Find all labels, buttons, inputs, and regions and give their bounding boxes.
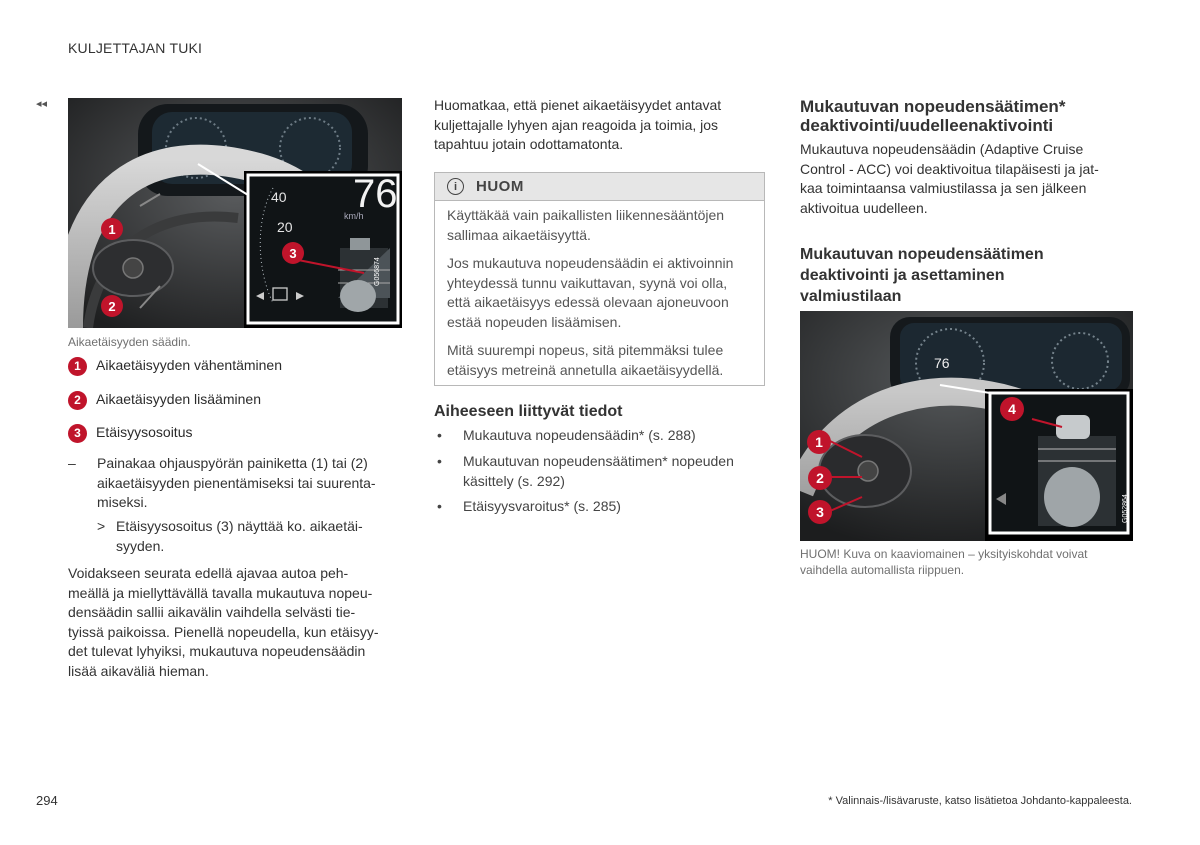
- note-line: että aikaetäisyys edessä olevaan ajoneuvoon: [447, 294, 729, 310]
- para-line: Control - ACC) voi deaktivoitua tilapäisesti ja jat-: [800, 160, 1099, 177]
- inset-tick-40: 40: [271, 189, 287, 205]
- left-paragraph: [68, 564, 408, 681]
- title-line: valmiustilaan: [800, 288, 902, 305]
- figure-callout-2: 2: [808, 466, 832, 490]
- link-text[interactable]: Etäisyysvaroitus* (s. 285): [463, 498, 621, 514]
- para-line: aktivoitua uudelleen.: [800, 199, 928, 216]
- note-paragraph: [447, 206, 759, 245]
- caption-line: HUOM! Kuva on kaaviomainen – yksityiskohdat voivat: [800, 547, 1088, 561]
- figure-callout-2: 2: [101, 295, 123, 317]
- section-header: KULJETTAJAN TUKI: [68, 40, 203, 56]
- title-line: Mukautuvan nopeudensäätimen: [800, 246, 1044, 263]
- subsection-title: [800, 244, 1140, 307]
- result-line: syyden.: [116, 537, 165, 554]
- step-dash: –: [68, 455, 76, 471]
- inset-speed: 76: [353, 172, 398, 216]
- caption-line: vaihdella automallista riippuen.: [800, 563, 965, 577]
- number-badge: 1: [68, 357, 87, 376]
- bullet-icon: •: [437, 498, 442, 514]
- number-badge: 2: [68, 391, 87, 410]
- step-line: miseksi.: [97, 494, 148, 510]
- step-line: aikaetäisyyden pienentämiseksi tai suurenta-: [97, 474, 376, 491]
- list-item-text: Aikaetäisyyden vähentäminen: [96, 357, 283, 373]
- result-text: [116, 517, 406, 556]
- right-paragraph: [800, 140, 1145, 218]
- step-line: Painakaa ohjauspyörän painiketta (1) tai (2): [97, 455, 368, 471]
- figure-caption: Aikaetäisyyden säädin.: [68, 335, 191, 349]
- figure-callout-3: 3: [282, 242, 304, 264]
- para-line: tyissä paikoissa. Pienellä nopeudella, kun etäisyy-: [68, 623, 379, 640]
- list-item: [68, 423, 192, 443]
- figure-code: G052864: [1122, 494, 1129, 523]
- note-line: Mitä suurempi nopeus, sitä pitemmäksi tulee: [447, 342, 724, 358]
- figure-callout-1: 1: [101, 218, 123, 240]
- footnote: * Valinnais-/lisävaruste, katso lisätietoa Johdanto-kappaleesta.: [828, 795, 1132, 807]
- page-number: 294: [36, 793, 58, 808]
- info-icon: i: [447, 178, 464, 195]
- steering-wheel-figure: [68, 98, 402, 328]
- note-line: yhteydessä tunnu vaikuttavan, syynä voi olla,: [447, 274, 728, 291]
- para-line: kaa toimintaansa valmiustilassa ja sen jälkeen: [800, 180, 1087, 196]
- bullet-icon: •: [437, 427, 442, 443]
- figure-code: G056874: [374, 257, 381, 286]
- list-item: [68, 356, 282, 376]
- figure-caption: [800, 546, 1140, 578]
- title-line: Mukautuvan nopeudensäätimen*: [800, 97, 1066, 116]
- note-line: estää nopeuden lisäämisen.: [447, 313, 622, 330]
- note-line: Käyttäkää vain paikallisten liikennesääntöjen: [447, 207, 725, 223]
- inset-speed: 76: [934, 355, 950, 371]
- note-box: [434, 172, 765, 386]
- related-title: Aiheeseen liittyvät tiedot: [434, 403, 623, 420]
- list-item-text: Etäisyysosoitus: [96, 424, 193, 440]
- back-arrows-icon[interactable]: ◂◂: [36, 98, 48, 110]
- para-line: kuljettajalle lyhyen ajan reagoida ja toimia, jos: [434, 116, 719, 133]
- para-line: densäädin sallii aikavälin vaihdella selvästi tie-: [68, 604, 356, 620]
- inset-speed-unit: km/h: [344, 211, 364, 221]
- bullet-icon: •: [437, 453, 442, 469]
- note-line: etäisyys metreinä annetulla aikaetäisyydellä.: [447, 361, 724, 378]
- para-line: Mukautuva nopeudensäädin (Adaptive Cruise: [800, 141, 1084, 157]
- svg-text:76: 76: [188, 144, 201, 156]
- number-badge: 3: [68, 424, 87, 443]
- result-line: Etäisyysosoitus (3) näyttää ko. aikaetäi-: [116, 518, 363, 534]
- step-text: [97, 454, 407, 513]
- link-text[interactable]: Mukautuva nopeudensäädin* (s. 288): [463, 427, 696, 443]
- title-line: deaktivointi/uudelleenaktivointi: [800, 116, 1054, 135]
- note-title: HUOM: [476, 178, 524, 195]
- figure-callout-3: 3: [808, 500, 832, 524]
- inset-tick-20: 20: [277, 219, 293, 235]
- note-line: Jos mukautuva nopeudensäädin ei aktivoinnin: [447, 255, 734, 271]
- list-item-text: Aikaetäisyyden lisääminen: [96, 391, 261, 407]
- para-line: meällä ja miellyttävällä tavalla mukautuva nopeu-: [68, 584, 373, 601]
- note-header: [435, 173, 764, 201]
- para-line: lisää aikaväliä hieman.: [68, 662, 209, 679]
- result-arrow: >: [97, 518, 106, 534]
- deactivation-figure: [800, 311, 1133, 541]
- note-paragraph: [447, 254, 759, 332]
- intro-paragraph: [434, 96, 769, 155]
- para-line: tapahtuu jotain odottamatonta.: [434, 136, 624, 152]
- note-paragraph: [447, 341, 759, 380]
- figure-callout-1: 1: [807, 430, 831, 454]
- para-line: det tulevat lyhyiksi, mukautuva nopeudensäädin: [68, 643, 366, 659]
- title-line: deaktivointi ja asettaminen: [800, 267, 1005, 284]
- para-line: Voidakseen seurata edellä ajavaa autoa peh-: [68, 565, 349, 581]
- para-line: Huomatkaa, että pienet aikaetäisyydet antavat: [434, 97, 722, 113]
- list-item: [68, 390, 261, 410]
- note-line: sallimaa aikaetäisyyttä.: [447, 226, 591, 243]
- section-title: [800, 97, 1140, 135]
- link-text[interactable]: Mukautuvan nopeudensäätimen* nopeuden: [463, 453, 734, 469]
- link-text[interactable]: käsittely (s. 292): [463, 472, 565, 489]
- figure-callout-4: 4: [1000, 397, 1024, 421]
